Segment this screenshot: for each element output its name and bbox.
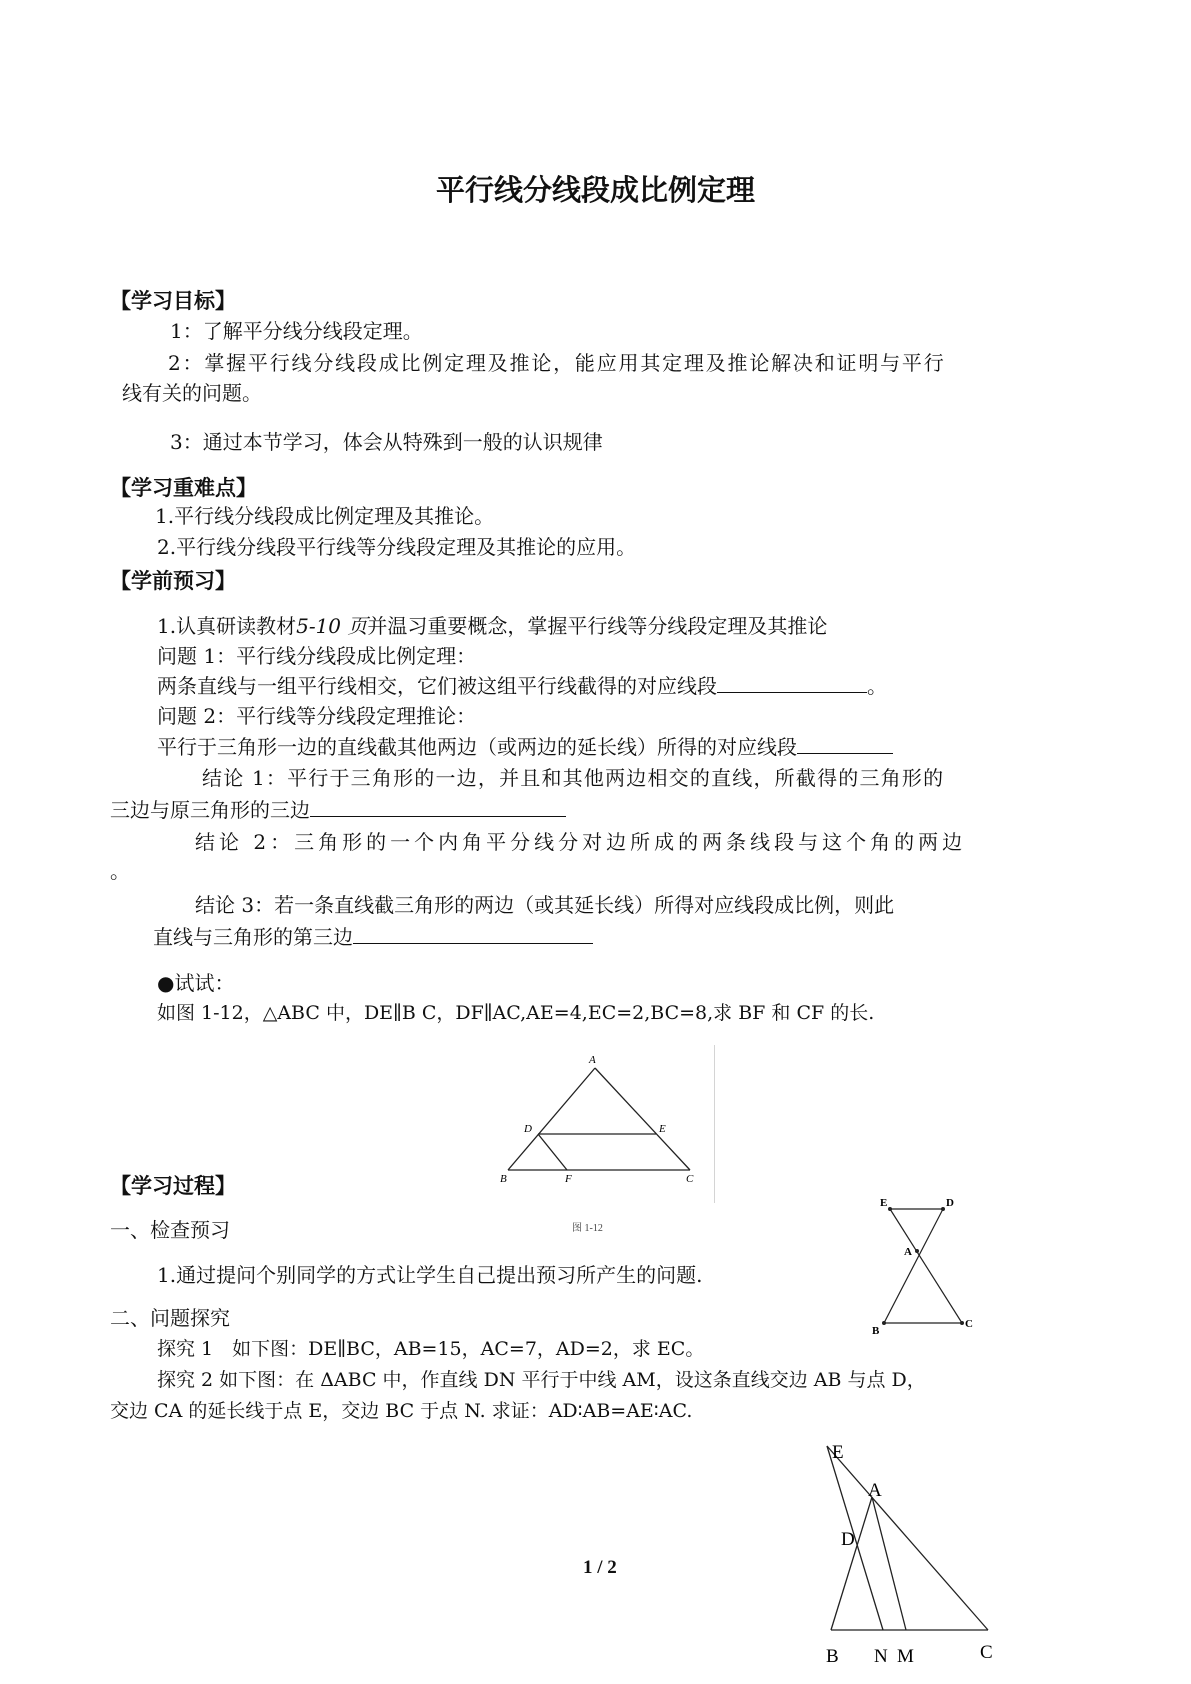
- conclusion-1-line-2: [110, 797, 566, 823]
- label-n: N: [874, 1646, 888, 1667]
- label-d: D: [946, 1197, 954, 1209]
- point-b: [882, 1321, 886, 1325]
- figure-exploration-2: [815, 1440, 1015, 1684]
- conclusion-3-line-1: 结论 3：若一条直线截三角形的两边（或其延长线）所得对应线段成比例，则此: [195, 893, 895, 917]
- section-1-title: 一、检查预习: [110, 1218, 230, 1242]
- conclusion-3-statement: 直线与三角形的第三边: [153, 925, 353, 949]
- label-b: B: [826, 1646, 839, 1667]
- exploration-2-line-1: 探究 2 如下图：在 ΔABC 中，作直线 DN 平行于中线 AM，设这条直线交边 AB 与点 D，: [157, 1369, 926, 1391]
- label-e: E: [832, 1442, 844, 1463]
- question-2-text: [157, 734, 893, 760]
- label-d: D: [841, 1529, 855, 1550]
- section-2-title: 二、问题探究: [110, 1306, 230, 1330]
- label-a: A: [904, 1246, 912, 1258]
- question-1-period: 。: [867, 674, 887, 698]
- segment-db: [884, 1209, 943, 1323]
- label-e: E: [659, 1123, 666, 1135]
- point-c: [960, 1321, 964, 1325]
- conclusion-2-line-1: 结论 2：三角形的一个内角平分线分对边所成的两条线段与这个角的两边: [195, 830, 967, 854]
- segment-ac: [595, 1068, 690, 1170]
- question-2-label: 问题 2：平行线等分线段定理推论：: [157, 704, 477, 728]
- conclusion-1-statement: 三边与原三角形的三边: [110, 798, 310, 822]
- answer-blank-2[interactable]: [797, 735, 893, 754]
- preview-item-1-pages: 5-10 页: [296, 614, 368, 638]
- preview-item-1-end: 并温习重要概念，掌握平行线等分线段定理及其推论: [367, 614, 828, 638]
- key-point-2: 2.平行线分线段平行线等分线段定理及其推论的应用。: [157, 535, 637, 559]
- answer-blank-1[interactable]: [717, 674, 867, 693]
- question-2-statement: 平行于三角形一边的直线截其他两边（或两边的延长线）所得的对应线段: [157, 735, 797, 759]
- preview-item-1-start: 1.认真研读教材: [157, 614, 297, 638]
- answer-blank-3[interactable]: [310, 798, 566, 817]
- label-m: M: [897, 1646, 914, 1667]
- point-d: [941, 1207, 945, 1211]
- point-a: [915, 1249, 919, 1253]
- segment-df: [538, 1134, 567, 1170]
- question-1-statement: 两条直线与一组平行线相交，它们被这组平行线截得的对应线段: [157, 674, 717, 698]
- try-label: ●试试：: [157, 971, 235, 995]
- conclusion-1-line-1: 结论 1：平行于三角形的一边，并且和其他两边相交的直线，所截得的三角形的: [202, 766, 945, 790]
- point-e: [888, 1207, 892, 1211]
- label-f: F: [565, 1173, 572, 1185]
- label-a: A: [589, 1054, 596, 1066]
- label-c: C: [686, 1173, 694, 1185]
- segment-ec: [890, 1209, 962, 1323]
- label-e: E: [880, 1197, 888, 1209]
- answer-blank-4[interactable]: [353, 925, 593, 944]
- key-point-1: 1.平行线分线段成比例定理及其推论。: [155, 504, 495, 528]
- objectives-header: 【学习目标】: [110, 289, 236, 313]
- key-points-header: 【学习重难点】: [110, 476, 257, 500]
- label-b: B: [500, 1173, 507, 1185]
- question-1-text: [157, 673, 887, 699]
- section-1-item: 1.通过提问个别同学的方式让学生自己提出预习所产生的问题.: [157, 1263, 703, 1287]
- label-b: B: [872, 1325, 880, 1337]
- figure-1-12-caption: 图 1-12: [572, 1223, 603, 1234]
- conclusion-3-line-2: [153, 924, 593, 950]
- page-title: 平行线分线段成比例定理: [435, 173, 755, 207]
- question-1-label: 问题 1：平行线分线段成比例定理：: [157, 644, 477, 668]
- line-en: [827, 1446, 883, 1630]
- objective-1: 1：了解平分线分线段定理。: [170, 319, 423, 343]
- segment-ab: [831, 1497, 872, 1630]
- conclusion-2-line-2: 。: [110, 859, 130, 883]
- figure-exploration-1: [868, 1190, 988, 1345]
- preview-header: 【学前预习】: [110, 569, 236, 593]
- objective-3: 3：通过本节学习，体会从特殊到一般的认识规律: [170, 430, 603, 454]
- page-number: 1 / 2: [583, 1557, 617, 1578]
- process-header: 【学习过程】: [110, 1174, 236, 1198]
- segment-ab: [508, 1068, 595, 1170]
- label-a: A: [868, 1480, 882, 1501]
- try-problem: 如图 1-12，△ABC 中，DE∥B C，DF∥AC,AE=4,EC=2,BC=8,求 BF 和 CF 的长.: [157, 1002, 875, 1024]
- label-d: D: [524, 1123, 532, 1135]
- preview-item-1: [157, 613, 827, 639]
- label-c: C: [965, 1318, 973, 1330]
- objective-2-line-1: 2：掌握平行线分线段成比例定理及推论，能应用其定理及推论解决和证明与平行: [168, 351, 946, 375]
- objective-2-line-2: 线有关的问题。: [122, 381, 262, 405]
- label-c: C: [980, 1642, 993, 1663]
- exploration-2-line-2: 交边 CA 的延长线于点 E，交边 BC 于点 N. 求证：AD∶AB=AE∶AC.: [110, 1400, 693, 1422]
- figure-1-12: [490, 1043, 715, 1243]
- exploration-1: 探究 1 如下图：DE∥BC，AB=15，AC=7，AD=2，求 EC。: [157, 1338, 705, 1360]
